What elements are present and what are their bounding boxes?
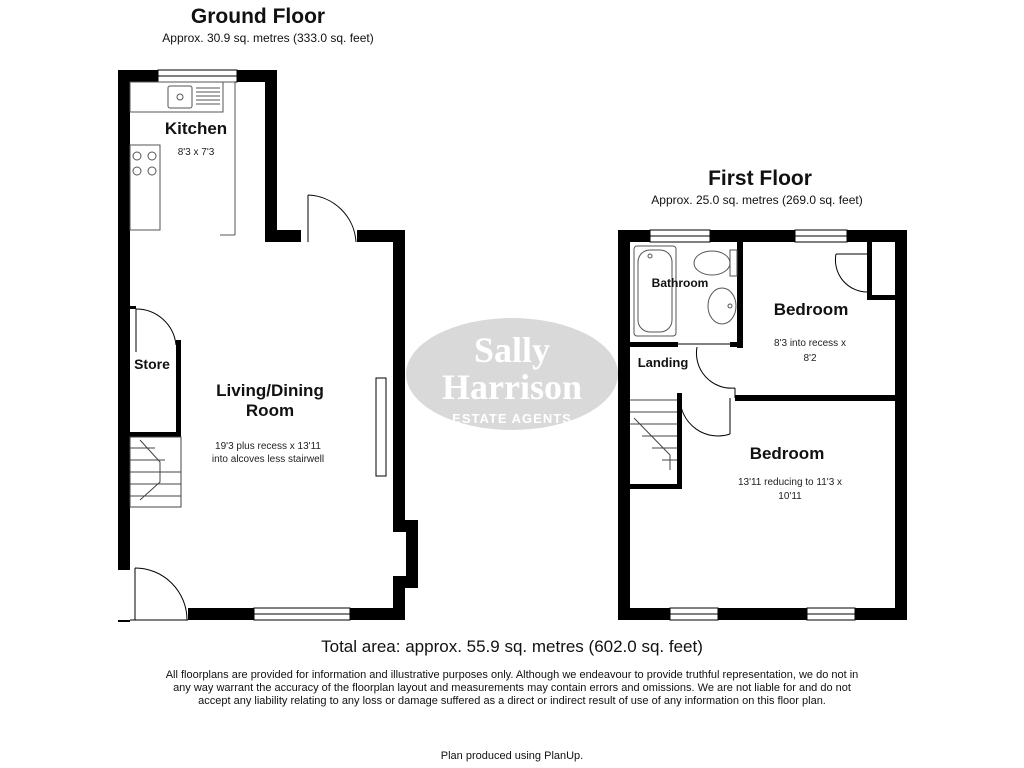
bedroom-2-label: Bedroom <box>749 444 825 463</box>
living-room-dims-line2: into alcoves less stairwell <box>211 454 325 465</box>
bedroom-2-dims-line1: 13'11 reducing to 11'3 x <box>737 477 843 488</box>
landing-label: Landing <box>637 355 689 370</box>
watermark-line3: ESTATE AGENTS <box>452 411 572 426</box>
ground-floor-title: Ground Floor <box>190 5 326 28</box>
ground-floor-area: Approx. 30.9 sq. metres (333.0 sq. feet) <box>162 31 374 45</box>
first-floor-title: First Floor <box>708 167 812 190</box>
ground-floor-stairs <box>130 437 181 507</box>
toilet-cistern <box>730 250 737 276</box>
kitchen-fittings <box>130 82 235 235</box>
ground-floor-walls <box>118 70 418 622</box>
watermark-line2: Harrison <box>442 367 582 407</box>
kitchen-label: Kitchen <box>164 119 228 138</box>
bathroom-label: Bathroom <box>651 276 709 290</box>
kitchen-dims: 8'3 x 7'3 <box>177 147 215 158</box>
bathroom-fittings <box>634 246 737 336</box>
ground-floor-doors <box>130 195 356 620</box>
bedroom-1-label: Bedroom <box>773 300 849 319</box>
produced-by-text: Plan produced using PlanUp. <box>440 750 584 762</box>
living-room-dims-line1: 19'3 plus recess x 13'11 <box>215 441 321 452</box>
toilet <box>694 251 730 275</box>
watermark-logo <box>406 318 618 430</box>
first-floor-stairs <box>630 400 677 470</box>
store-label: Store <box>134 356 170 372</box>
bath <box>634 246 676 336</box>
living-room-label-line1: Living/Dining <box>216 381 324 400</box>
total-area: Total area: approx. 55.9 sq. metres (602.0 sq. feet) <box>321 637 703 656</box>
sink <box>168 86 192 108</box>
disclaimer-text: All floorplans are provided for information and illustrative purposes only. Although we endeavour to provide truthful representation, we do not in any way warrant the accuracy of the floorplan layout and measurements may contain errors and omissions. We are not liable for and do not accept any liability relating to any loss or damage suffered as a direct or indirect result of use of any information on this floor plan. <box>165 669 859 707</box>
living-room-label-line2: Room <box>245 401 295 420</box>
bedroom-1-dims-line1: 8'3 into recess x <box>774 338 846 349</box>
first-floor-area: Approx. 25.0 sq. metres (269.0 sq. feet) <box>651 193 863 207</box>
watermark-line1: Sally <box>473 330 551 370</box>
bedroom-1-dims-line2: 8'2 <box>803 353 817 364</box>
bedroom-2-dims-line2: 10'11 <box>778 491 802 502</box>
hob-ring <box>133 152 141 160</box>
